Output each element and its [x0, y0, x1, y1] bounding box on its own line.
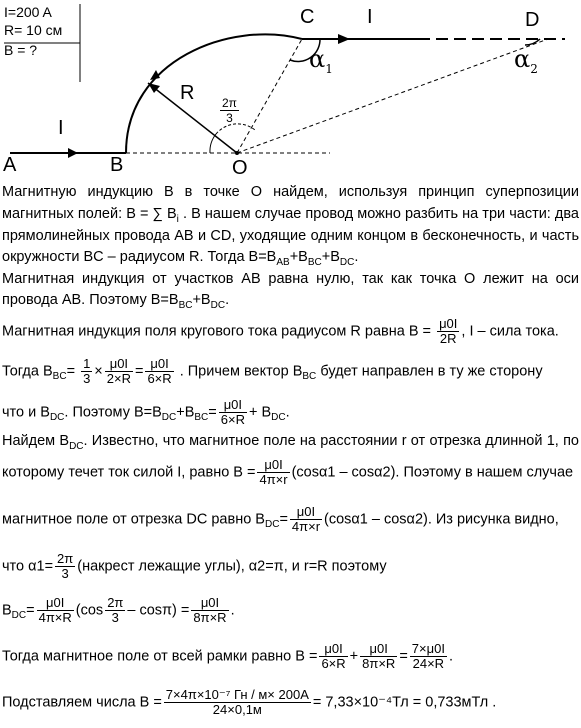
- p6-line3: магнитное поле от отрезка DC равно $B_{DC}=$ $\frac{\mu 0I}{4\pi\times r}$ (cosα1 – cosα2). Из рисунка видно,: [2, 504, 559, 534]
- circuit-figure: [0, 0, 581, 185]
- p6-line2: которому течет ток силой I, равно B = $\frac{\mu 0I}{4\pi\times r}$ (cosα1 – cosα2). Поэтому в нашем случае: [2, 457, 574, 487]
- p8-line: Тогда магнитное поле от всей рамки равно B = $\frac{\mu 0I}{6\times R}$ + $\frac{\mu 0I}{8\pi\times R}$ = $\frac{7\times\mu 0I}{24\times R}$ .: [2, 641, 453, 671]
- p7-line: $B_{DC}=$ $\frac{\mu 0I}{4\pi\times R}$ (cos $\frac{2\pi}{3}$ – cosπ) = $\frac{\mu 0I}{8\pi\times R}$ .: [2, 595, 235, 625]
- label-b: B: [110, 154, 124, 176]
- p4-line: Тогда $B_{BC}=$ $\frac{1}{3}$ × $\frac{\mu 0I}{2\times R}$ = $\frac{\mu 0I}{6\times R}$ . Причем вектор $B_{BC}$ будет направлен в ту же сторону: [2, 356, 543, 386]
- given-current: I=200 A: [4, 4, 52, 20]
- label-c: C: [300, 6, 315, 28]
- p1-line1: Магнитную индукцию B в точке O найдем, используя принцип суперпозиции: [2, 184, 579, 200]
- label-o: O: [232, 157, 248, 179]
- p2-line2: провода AB. Поэтому $B=B_{BC}+B_{DC}$.: [2, 292, 230, 311]
- p9-line: Подставляем числа B = $\frac{\text{7×4π×10⁻⁷ Гн / м× 200А}}{24\times 0,1м}$ = 7,33×10⁻⁴Тл = 0,733мТл .: [2, 687, 497, 717]
- p1-line2: магнитных полей: B = ∑ $B_i$ . В нашем случае провод можно разбить на три части: два: [2, 206, 579, 225]
- given-radius: R= 10 см: [4, 22, 63, 38]
- label-d: D: [525, 9, 540, 31]
- p1-line4: окружности BC – радиусом R. Тогда $B=B_{AB}+B_{BC}+B_{DC}$.: [2, 249, 359, 268]
- p3-line: Магнитная индукция поля кругового тока радиусом R равна B = $\frac{\mu 0I}{2R}$ , I – сила тока.: [2, 316, 559, 346]
- label-r: R: [180, 82, 195, 104]
- angle-label: $\frac{2\pi}{3}$: [222, 96, 237, 125]
- p5-line: что и $B_{DC}$. Поэтому $B=B_{DC}+B_{BC}=$ $\frac{\mu 0I}{6\times R}$ + $B_{DC}$.: [2, 397, 290, 427]
- current-arrow-top: [338, 34, 350, 44]
- label-alpha1: $\alpha_1$: [309, 45, 333, 76]
- given-question: B = ?: [4, 42, 38, 58]
- label-i-left: I: [58, 117, 64, 139]
- p6-line1: Найдем $B_{DC}$. Известно, что магнитное поле на расстоянии r от отрезка длинной 1, по: [2, 433, 579, 452]
- p1-line3: прямолинейных провода AB и CD, уходящие одним концом в бесконечность, и часть: [2, 228, 579, 244]
- label-alpha2: $\alpha_2$: [514, 45, 538, 76]
- label-a: A: [3, 154, 17, 176]
- p6-line4: что α1= $\frac{2\pi}{3}$ (накрест лежащие углы), α2=π, и r=R поэтому: [2, 551, 387, 581]
- label-i-top: I: [367, 6, 373, 28]
- p2-line1: Магнитная индукция от участков AB равна нулю, так как точка O лежит на оси: [2, 271, 579, 287]
- current-arrow-left: [68, 148, 78, 158]
